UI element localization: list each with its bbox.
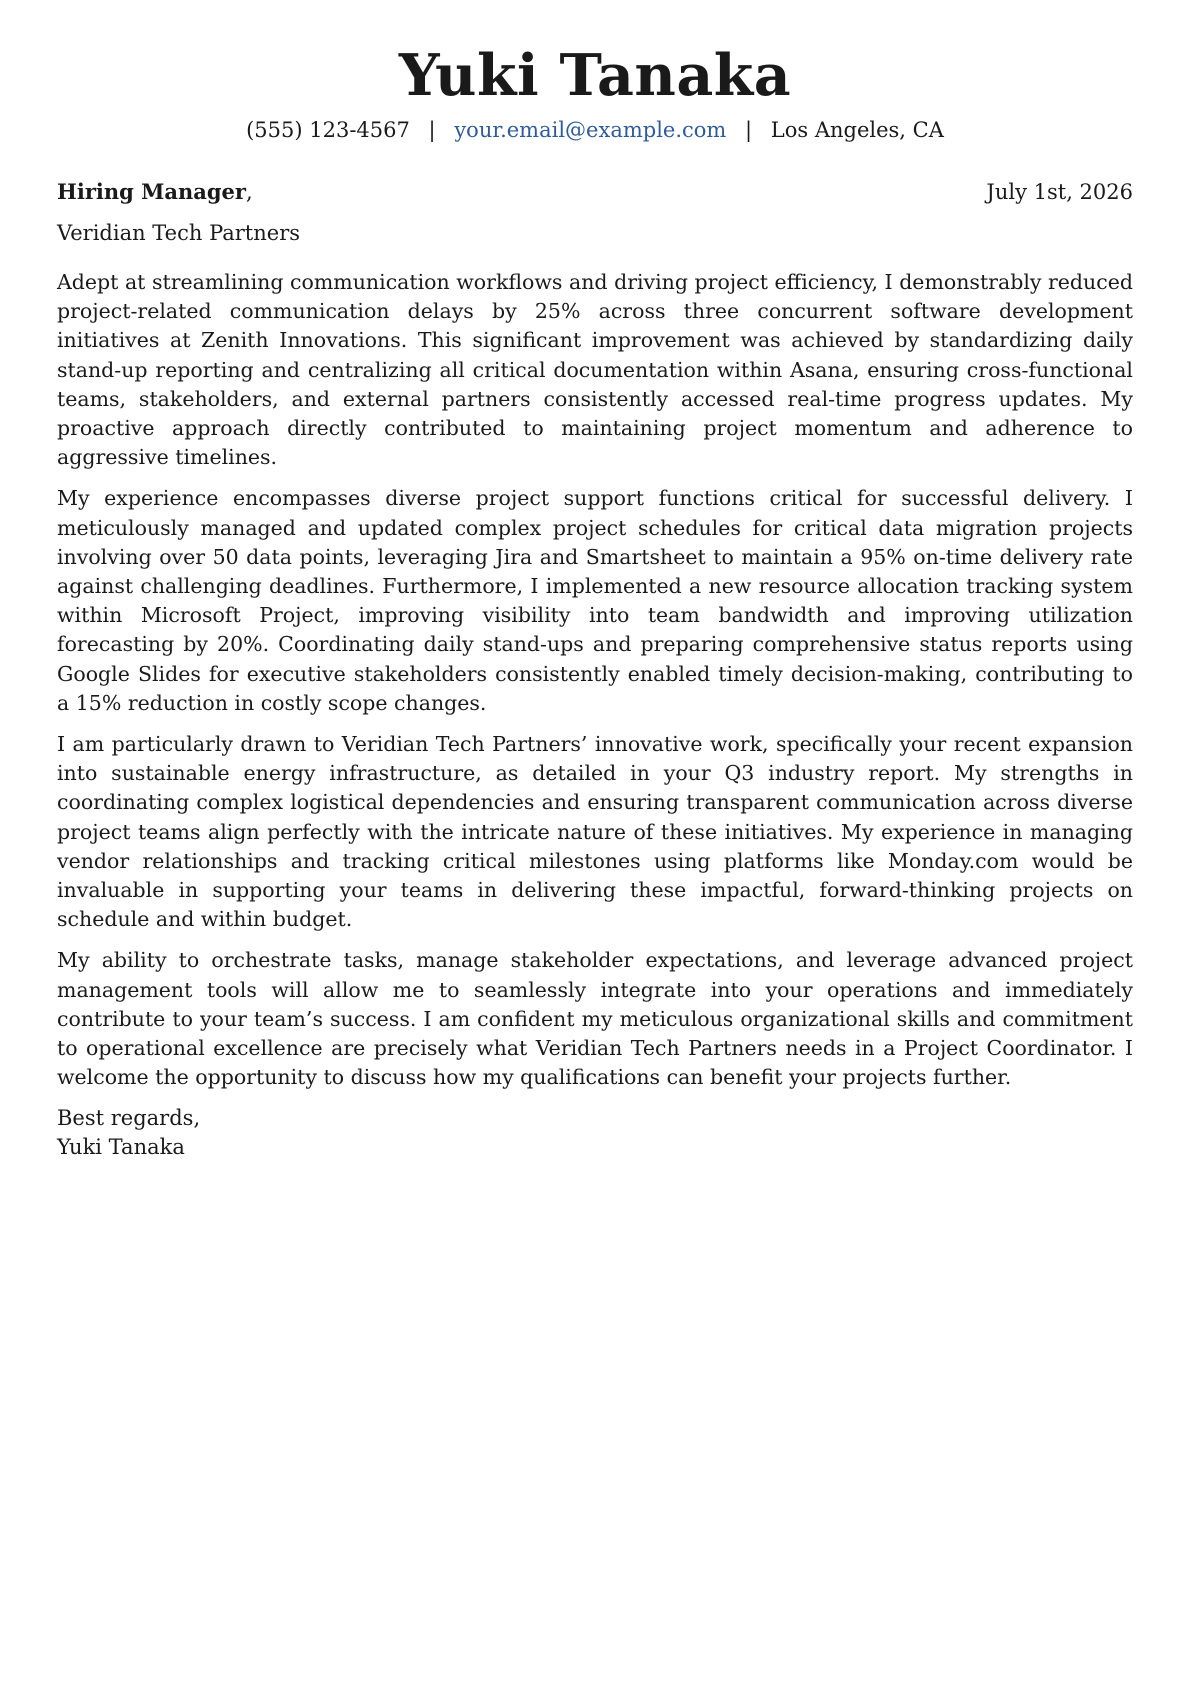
closing-block <box>57 1104 1133 1162</box>
email-link[interactable]: your.email@example.com <box>454 118 727 142</box>
recipient-company: Veridian Tech Partners <box>57 221 301 245</box>
body-paragraph: My ability to orchestrate tasks, manage stakeholder expectations, and leverage advanced project management tools will allow me to seamlessly integrate into your operations and immediately contribute to your team’s success. I am confident my meticulous organizational skills and commitment to operational excellence are precisely what Veridian Tech Partners needs in a Project Coordinator. I welcome the opportunity to discuss how my qualifications can benefit your projects further. <box>57 948 1133 1090</box>
recipient-name-comma: , <box>245 180 253 204</box>
signature-name: Yuki Tanaka <box>57 1135 185 1160</box>
body-paragraph: I am particularly drawn to Veridian Tech Partners’ innovative work, specifically your recent expansion into sustainable energy infrastructure, as detailed in your Q3 industry report. My strengths in coordinating complex logistical dependencies and ensuring transparent communication across diverse project teams align perfectly with the intricate nature of these initiatives. My experience in managing vendor relationships and tracking critical milestones using platforms like Monday.com would be invaluable in supporting your teams in delivering these impactful, forward-thinking projects on schedule and within budget. <box>57 732 1133 932</box>
letter-body <box>57 268 1133 1092</box>
separator: | <box>745 118 753 142</box>
recipient-date-row <box>57 178 1133 206</box>
recipient-name: Hiring Manager <box>57 179 246 204</box>
closing-salutation: Best regards, <box>57 1106 201 1131</box>
letter-date: July 1st, 2026 <box>986 180 1133 204</box>
body-paragraph: My experience encompasses diverse project support functions critical for successful delivery. I meticulously managed and updated complex project schedules for critical data migration projects involving over 50 data points, leveraging Jira and Smartsheet to maintain a 95% on-time delivery rate against challenging deadlines. Furthermore, I implemented a new resource allocation tracking system within Microsoft Project, improving visibility into team bandwidth and improving utilization forecasting by 20%. Coordinating daily stand-ups and preparing comprehensive status reports using Google Slides for executive stakeholders consistently enabled timely decision-making, contributing to a 15% reduction in costly scope changes. <box>57 486 1133 715</box>
recipient-line <box>57 178 253 206</box>
body-paragraph: Adept at streamlining communication workflows and driving project efficiency, I demonstrably reduced project-related communication delays by 25% across three concurrent software development initiatives at Zenith Innovations. This significant improvement was achieved by standardizing daily stand-up reporting and centralizing all critical documentation within Asana, ensuring cross-functional teams, stakeholders, and external partners consistently accessed real-time progress updates. My proactive approach directly contributed to maintaining project momentum and adherence to aggressive timelines. <box>57 270 1133 470</box>
phone-number: (555) 123-4567 <box>246 118 410 142</box>
applicant-name: Yuki Tanaka <box>398 42 792 109</box>
location: Los Angeles, CA <box>770 118 944 142</box>
separator: | <box>428 118 436 142</box>
contact-line <box>57 116 1133 144</box>
